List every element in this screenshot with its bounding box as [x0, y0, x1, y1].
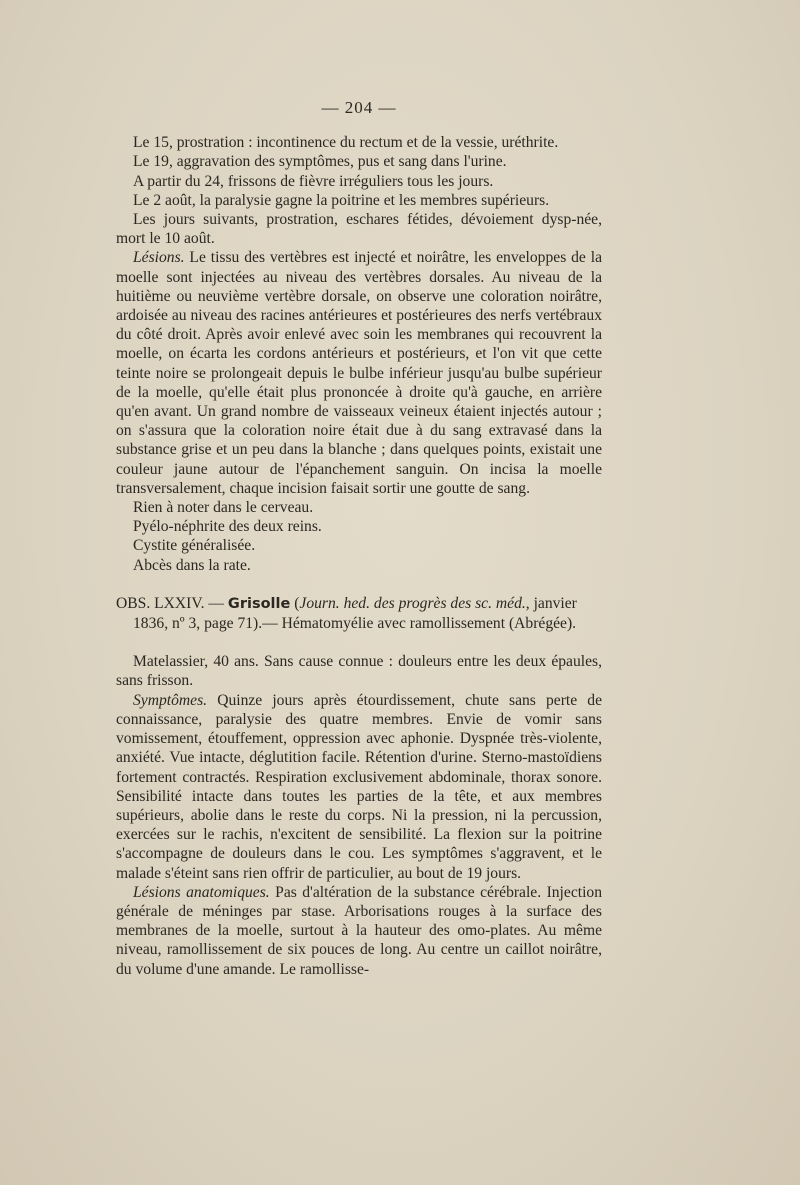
paragraph: Le 15, prostration : incontinence du rectum et de la vessie, uréthrite.: [133, 134, 559, 152]
lesions-anat-label: Lésions anatomiques.: [133, 883, 270, 901]
obs-author: Grisolle: [227, 595, 291, 612]
spacer: [116, 575, 602, 594]
obs-journal: Journ. hed. des progrès des sc. méd.: [299, 594, 526, 612]
obs-rest-1: , janvier: [525, 594, 577, 612]
paragraph: Rien à noter dans le cerveau.: [133, 499, 314, 517]
lesions-paragraph: [116, 248, 602, 498]
paragraph: Les jours suivants, prostration, eschares fétides, dévoiement dysp-née, mort le 10 août.: [116, 211, 602, 248]
patient-paragraph: Matelassier, 40 ans. Sans cause connue : douleurs entre les deux épaules, sans frisson.: [116, 653, 602, 690]
lesions-text: Le tissu des vertèbres est injecté et noirâtre, les enveloppes de la moelle sont injectées au niveau des vertèbres dorsales. Au niveau de la huitième ou neuvième vertèbre dorsale, on observe une coloration noirâtre, ardoisée au niveau des racines antérieures et postérieures des nerfs vertébraux du côté droit. Après avoir enlevé avec soin les membranes qui recouvrent la moelle, on écarta les cordons antérieurs et postérieurs, et l'on vit que cette teinte noire se prolongeait depuis le bulbe inférieur jusqu'au bulbe supérieur de la moelle, qu'elle était plus prononcée à droite qu'à gauche, en arrière qu'en avant. Un grand nombre de vaisseaux veineux étaient injectés autour ; on s'assura que la coloration noire était due à du sang extravasé dans la substance grise et un peu dans la blanche ; dans quelques points, existait une couleur jaune autour de l'épanchement sanguin. On incisa la moelle transversalement, chaque incision faisait sortir une goutte de sang.: [116, 249, 602, 497]
obs-prefix: OBS. LXXIV. —: [116, 594, 228, 612]
lesions-anat-text: Pas d'altération de la substance cérébrale. Injection générale de méninges par stase. Arborisations rouges à la surface des membranes de la moelle, surtout à la hauteur des omo-plates. Au même niveau, ramollissement de six pouces de long. Au centre un caillot noirâtre, du volume d'une amande. Le ramollisse-: [116, 883, 602, 978]
spacer: [116, 633, 602, 652]
obs-open: (: [290, 594, 300, 612]
symptomes-label: Symptômes.: [133, 691, 208, 709]
paragraph: Cystite généralisée.: [133, 537, 256, 555]
paragraph: Le 2 août, la paralysie gagne la poitrine et les membres supérieurs.: [133, 191, 550, 209]
lesions-anat-paragraph: [116, 883, 602, 979]
paragraph: A partir du 24, frissons de fièvre irréguliers tous les jours.: [133, 172, 494, 190]
page-number: — 204 —: [321, 98, 397, 117]
paragraph: Pyélo-néphrite des deux reins.: [133, 518, 322, 536]
obs-rest-2: 1836, nº 3, page 71).— Hématomyélie avec ramollissement (Abrégée).: [133, 615, 577, 633]
observation-heading: [116, 594, 602, 633]
page-text: [116, 98, 602, 979]
paragraph: Abcès dans la rate.: [133, 556, 251, 574]
paragraph: Le 19, aggravation des symptômes, pus et sang dans l'urine.: [133, 153, 507, 171]
lesions-label: Lésions.: [133, 249, 185, 267]
symptomes-paragraph: [116, 691, 602, 883]
symptomes-text: Quinze jours après étourdissement, chute sans perte de connaissance, paralysie des quatre membres. Envie de vomir sans vomissement, étouffement, oppression avec aphonie. Dyspnée très-violente, anxiété. Vue intacte, déglutition facile. Rétention d'urine. Sterno-mastoïdiens fortement contractés. Respiration exclusivement abdominale, thorax sonore. Sensibilité intacte dans toutes les parties de la tête, et aux membres supérieurs, abolie dans le reste du corps. Ni la pression, ni la percussion, exercées sur le rachis, n'excitent de sensibilité. La flexion sur la poitrine s'accompagne de douleurs dans le cou. Les symptômes s'aggravent, et le malade s'éteint sans rien offrir de particulier, au bout de 19 jours.: [116, 691, 602, 882]
